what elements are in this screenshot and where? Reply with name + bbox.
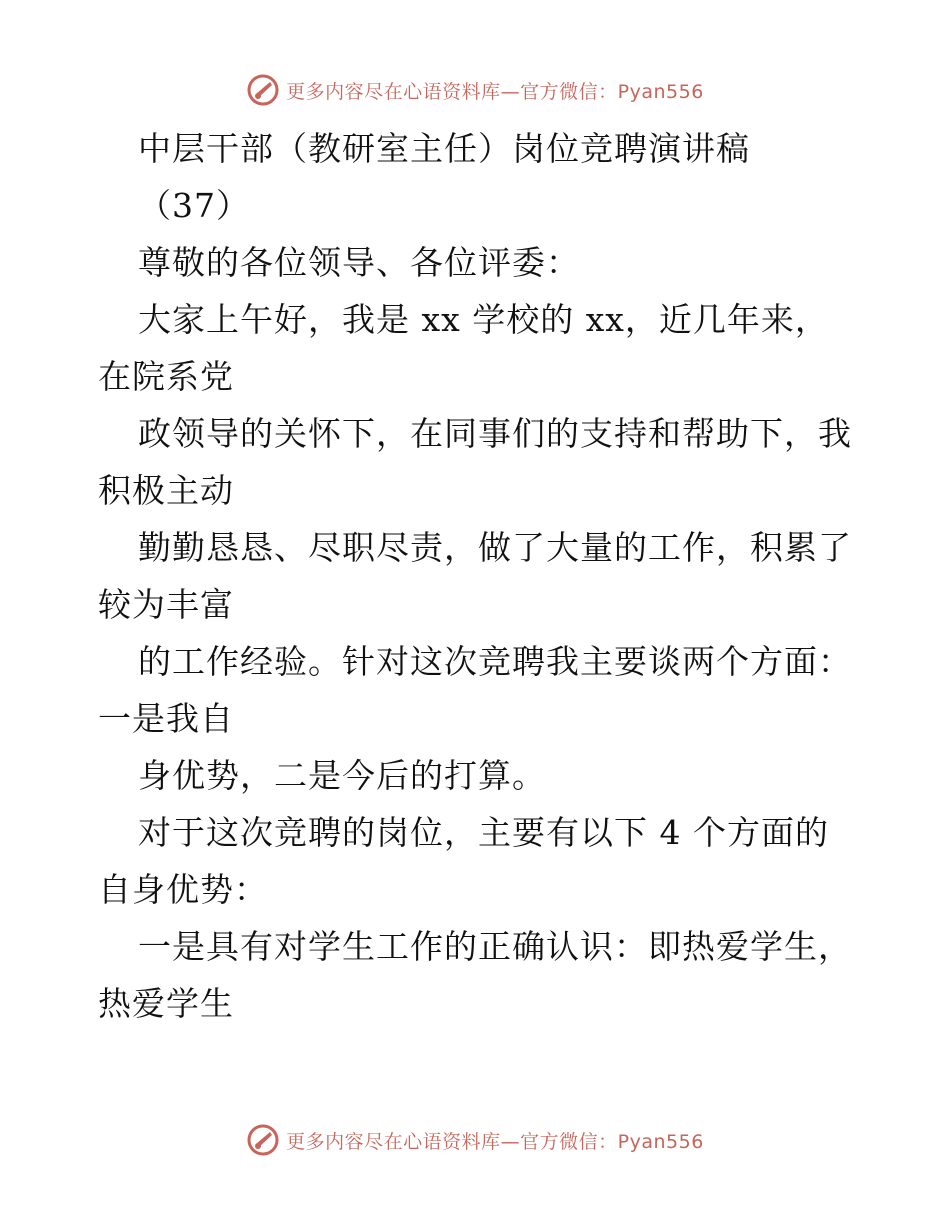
body-line: 热爱学生	[98, 984, 234, 1023]
document-body	[98, 120, 858, 1032]
body-line: 积极主动	[98, 471, 234, 510]
header-watermark	[0, 70, 950, 110]
footer-watermark	[0, 1120, 950, 1160]
body-line: 较为丰富	[98, 585, 234, 624]
body-line: 政领导的关怀下，在同事们的支持和帮助下，我	[138, 414, 852, 453]
body-line: 在院系党	[98, 357, 234, 396]
body-line: 一是我自	[98, 699, 234, 738]
brand-logo-icon	[246, 73, 280, 107]
watermark-text: 更多内容尽在心语资料库—官方微信：Pyan556	[286, 1130, 704, 1153]
body-line: 对于这次竞聘的岗位，主要有以下 4 个方面的	[138, 813, 829, 852]
body-line: 大家上午好，我是 xx 学校的 xx，近几年来，	[138, 300, 829, 339]
body-line: 自身优势：	[98, 870, 268, 909]
body-line: 的工作经验。针对这次竞聘我主要谈两个方面：	[138, 642, 852, 681]
document-title: 中层干部（教研室主任）岗位竞聘演讲稿	[138, 129, 750, 168]
document-title-number: （37）	[138, 186, 250, 225]
body-line: 一是具有对学生工作的正确认识：即热爱学生，	[138, 927, 852, 966]
body-line: 身优势，二是今后的打算。	[138, 756, 546, 795]
brand-logo-icon	[246, 1123, 280, 1157]
watermark-text: 更多内容尽在心语资料库—官方微信：Pyan556	[286, 80, 704, 103]
body-line: 勤勤恳恳、尽职尽责，做了大量的工作，积累了	[138, 528, 852, 567]
salutation: 尊敬的各位领导、各位评委：	[138, 243, 580, 282]
